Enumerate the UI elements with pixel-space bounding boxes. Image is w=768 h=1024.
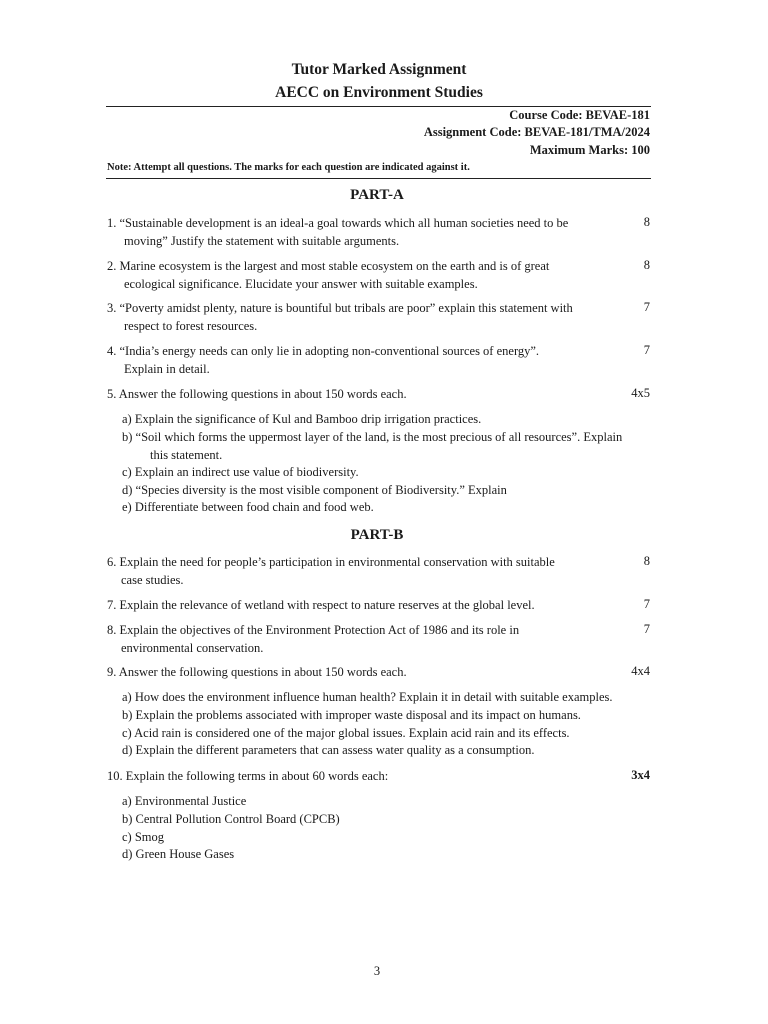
question-text: 4. “India’s energy needs can only lie in adopting non-conventional sources of energy”. <box>107 344 540 358</box>
question-marks: 7 <box>643 300 650 314</box>
question-text-cont: respect to forest resources. <box>124 318 258 333</box>
question-6 <box>107 554 627 589</box>
part-b-heading: PART-B <box>350 527 404 543</box>
sub-question-text-cont: this statement. <box>150 447 223 462</box>
question-text-cont: moving” Justify the statement with suitable arguments. <box>124 233 400 248</box>
question-text: 9. Answer the following questions in about 150 words each. <box>107 665 407 679</box>
question-1 <box>107 215 627 250</box>
question-text-cont: Explain in detail. <box>124 361 210 376</box>
sub-question-text: b) “Soil which forms the uppermost layer of the land, is the most precious of all resources”. Explain <box>122 430 623 444</box>
question-text: 5. Answer the following questions in about 150 words each. <box>107 387 407 401</box>
question-7 <box>107 597 627 615</box>
part-a-heading: PART-A <box>350 187 404 203</box>
page-number: 3 <box>373 964 381 978</box>
question-text: 2. Marine ecosystem is the largest and most stable ecosystem on the earth and is of great <box>107 259 550 273</box>
question-9 <box>107 664 627 682</box>
question-marks: 7 <box>643 343 650 357</box>
question-text-cont: ecological significance. Elucidate your answer with suitable examples. <box>124 276 478 291</box>
question-2 <box>107 258 627 293</box>
question-marks: 7 <box>643 622 650 636</box>
question-marks: 4x4 <box>631 664 650 678</box>
header-rule-bottom <box>106 178 651 179</box>
question-text: 6. Explain the need for people’s participation in environmental conservation with suitable <box>107 555 555 569</box>
sub-question-5a: a) Explain the significance of Kul and Bamboo drip irrigation practices. <box>122 412 482 426</box>
maximum-marks: Maximum Marks: 100 <box>529 143 650 157</box>
question-3 <box>107 300 627 335</box>
course-code: Course Code: BEVAE-181 <box>509 108 650 122</box>
question-marks: 8 <box>643 554 650 568</box>
question-text: 10. Explain the following terms in about 60 words each: <box>107 769 389 783</box>
question-marks: 7 <box>643 597 650 611</box>
header-rule-top <box>106 106 651 107</box>
sub-question-9b: b) Explain the problems associated with improper waste disposal and its impact on humans. <box>122 708 581 722</box>
sub-question-10a: a) Environmental Justice <box>122 794 247 808</box>
assignment-code: Assignment Code: BEVAE-181/TMA/2024 <box>423 125 650 139</box>
question-text-cont: environmental conservation. <box>121 640 264 655</box>
question-text: 8. Explain the objectives of the Environment Protection Act of 1986 and its role in <box>107 623 520 637</box>
sub-question-9d: d) Explain the different parameters that can assess water quality as a consumption. <box>122 743 535 757</box>
question-5 <box>107 386 627 404</box>
question-marks: 4x5 <box>631 386 650 400</box>
document-subtitle: AECC on Environment Studies <box>275 84 483 101</box>
sub-question-9c: c) Acid rain is considered one of the major global issues. Explain acid rain and its effects. <box>122 726 570 740</box>
document-title: Tutor Marked Assignment <box>291 61 467 78</box>
question-text-cont: case studies. <box>121 572 184 587</box>
sub-question-5d: d) “Species diversity is the most visible component of Biodiversity.” Explain <box>122 483 507 497</box>
sub-question-9a: a) How does the environment influence human health? Explain it in detail with suitable examples. <box>122 690 613 704</box>
question-8 <box>107 622 627 657</box>
sub-question-5c: c) Explain an indirect use value of biodiversity. <box>122 465 359 479</box>
sub-question-10c: c) Smog <box>122 830 165 844</box>
question-text: 3. “Poverty amidst plenty, nature is bountiful but tribals are poor” explain this statement with <box>107 301 573 315</box>
sub-question-5b <box>122 429 662 464</box>
sub-question-10b: b) Central Pollution Control Board (CPCB) <box>122 812 340 826</box>
question-marks: 3x4 <box>631 768 650 782</box>
sub-question-5e: e) Differentiate between food chain and food web. <box>122 500 374 514</box>
instructions-note: Note: Attempt all questions. The marks for each question are indicated against it. <box>107 162 470 173</box>
question-marks: 8 <box>643 215 650 229</box>
question-text: 7. Explain the relevance of wetland with respect to nature reserves at the global level. <box>107 598 535 612</box>
question-text: 1. “Sustainable development is an ideal-a goal towards which all human societies need to be <box>107 216 569 230</box>
question-marks: 8 <box>643 258 650 272</box>
question-4 <box>107 343 627 378</box>
question-10 <box>107 768 627 786</box>
sub-question-10d: d) Green House Gases <box>122 847 235 861</box>
